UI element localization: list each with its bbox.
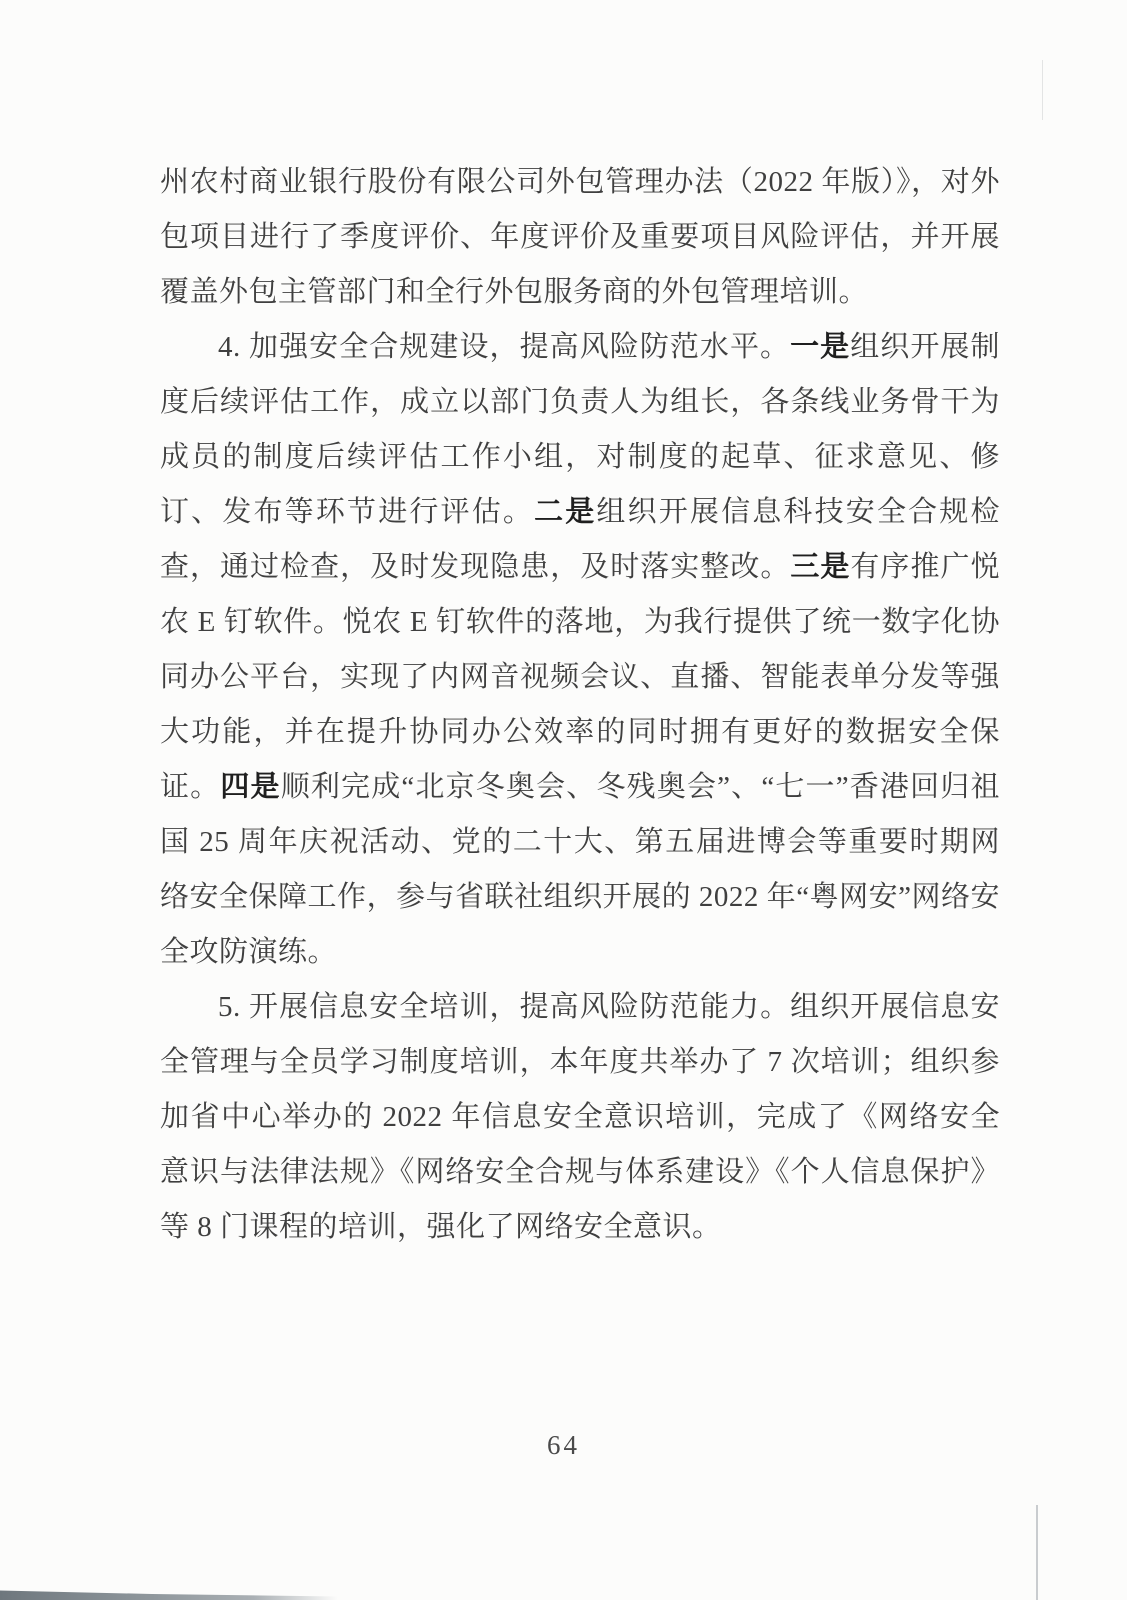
text-run: 4. 加强安全合规建设，提高风险防范水平。 — [218, 331, 791, 363]
paragraph-continuation — [160, 155, 1000, 320]
text-run: 组织开展制度后续评估工作，成立以部门负责人为组长，各条线业务骨干为成员的制度后续评估工作小组，对制度的起草、征求意见、修订、发布等环节进行评估。 — [160, 331, 1000, 528]
text-run-bold-marker: 一是 — [790, 331, 851, 363]
text-run: 组织开展信息科技安全合规检查，通过检查，及时发现隐患，及时落实整改。 — [160, 496, 1000, 583]
scan-artifact-top-right-speck — [1042, 60, 1043, 120]
text-run: 有序推广悦农 E 钉软件。悦农 E 钉软件的落地，为我行提供了统一数字化协同办公平台，实现了内网音视频会议、直播、智能表单分发等强大功能，并在提升协同办公效率的同时拥有更好的数据安全保证。 — [160, 551, 1000, 803]
text-run-bold-marker: 四是 — [220, 771, 281, 803]
text-run: 5. 开展信息安全培训，提高风险防范能力。组织开展信息安全管理与全员学习制度培训，本年度共举办了 7 次培训；组织参加省中心举办的 2022 年信息安全意识培训，完成了《网络安全意识与法律法规》《网络安全合规与体系建设》《个人信息保护》等 8 门课程的培训，强化了网络安全意识。 — [160, 991, 1000, 1243]
text-run-bold-marker: 三是 — [790, 551, 851, 583]
document-text-block — [160, 155, 1000, 1255]
text-run: 顺利完成“北京冬奥会、冬残奥会”、“七一”香港回归祖国 25 周年庆祝活动、党的二十大、第五届进博会等重要时期网络安全保障工作，参与省联社组织开展的 2022 年“粤网安”网络安全攻防演练。 — [160, 771, 1000, 968]
scan-artifact-bottom-right-line — [1036, 1505, 1038, 1600]
paragraph-item-5 — [160, 980, 1000, 1255]
text-run-bold-marker: 二是 — [534, 496, 597, 528]
text-run: 州农村商业银行股份有限公司外包管理办法（2022 年版）》，对外包项目进行了季度评价、年度评价及重要项目风险评估，并开展覆盖外包主管部门和全行外包服务商的外包管理培训。 — [160, 166, 1000, 308]
scan-artifact-bottom-left — [0, 1590, 338, 1600]
page-number: 64 — [547, 1430, 580, 1460]
paragraph-item-4 — [160, 320, 1000, 980]
